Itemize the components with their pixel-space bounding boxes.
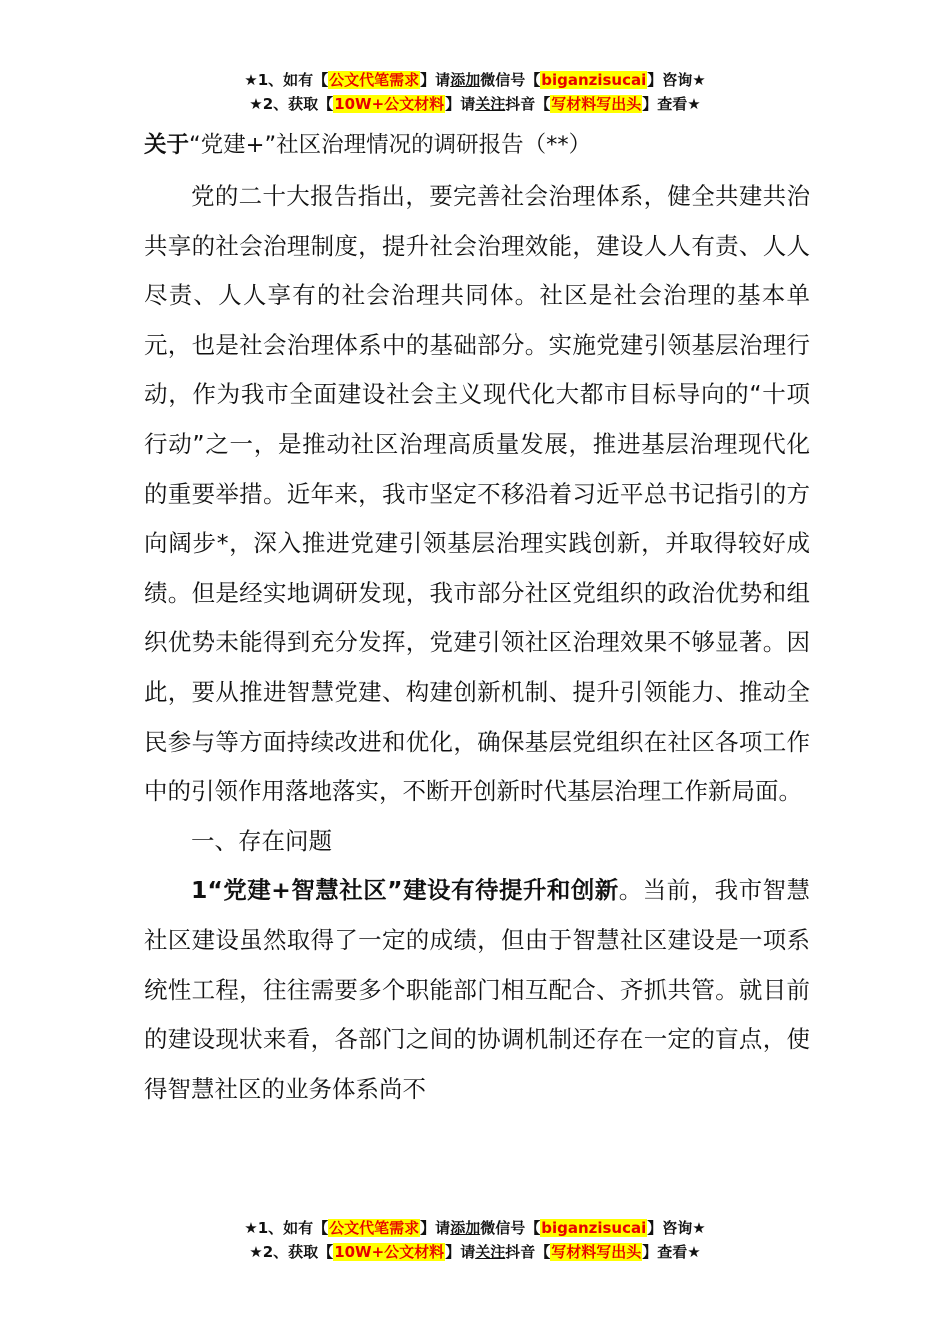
promo-text: 】查看★ [642, 1243, 701, 1261]
promo-text: 】请 [420, 1219, 451, 1237]
promo-text: 】咨询★ [647, 1219, 706, 1237]
promo-highlight: 公文代笔需求 [329, 71, 420, 89]
promo-highlight: 写材料写出头 [551, 95, 642, 113]
intro-paragraph: 党的二十大报告指出，要完善社会治理体系，健全共建共治共享的社会治理制度，提升社会治理效能，建设人人有责、人人尽责、人人享有的社会治理共同体。社区是社会治理的基本单元，也是社会治理体系中的基础部分。实施党建引领基层治理行动，作为我市全面建设社会主义现代化大都市目标导向的“十项行动”之一，是推动社区治理高质量发展，推进基层治理现代化的重要举措。近年来，我市坚定不移沿着习近平总书记指引的方向阔步*，深入推进党建引领基层治理实践创新，并取得较好成绩。但是经实地调研发现，我市部分社区党组织的政治优势和组织优势未能得到充分发挥，党建引领社区治理效果不够显著。因此，要从推进智慧党建、构建创新机制、提升引领能力、推动全民参与等方面持续改进和优化，确保基层党组织在社区各项工作中的引领作用落地落实，不断开创新时代基层治理工作新局面。 [144, 182, 810, 806]
promo-underlined-text: 添加 [450, 71, 481, 89]
promo-text: 】请 [445, 95, 476, 113]
promo-highlight: biganzisucai [541, 1219, 647, 1237]
promo-highlight: biganzisucai [541, 71, 647, 89]
promo-line-1 [0, 1216, 950, 1240]
promo-text: ★1、如有【 [244, 71, 329, 89]
promo-text: ★2、获取【 [249, 1243, 334, 1261]
document-title [144, 126, 810, 164]
promo-highlight: 公文代笔需求 [329, 1219, 420, 1237]
promo-text: 抖音【 [505, 95, 551, 113]
promo-text: 】查看★ [642, 95, 701, 113]
promo-highlight: 写材料写出头 [551, 1243, 642, 1261]
item-bold-lead: 1“党建+智慧社区”建设有待提升和创新 [191, 876, 619, 905]
promo-text: 】咨询★ [647, 71, 706, 89]
promo-text: 】请 [420, 71, 451, 89]
item-paragraph [144, 866, 810, 1114]
promo-text: ★1、如有【 [244, 1219, 329, 1237]
section-heading: 一、存在问题 [191, 826, 332, 855]
promo-text: 微信号【 [480, 1219, 541, 1237]
promo-line-2 [0, 92, 950, 116]
promo-text: 微信号【 [480, 71, 541, 89]
document-body [144, 126, 810, 1114]
promo-line-2 [0, 1240, 950, 1264]
promo-underlined-text: 关注 [475, 95, 506, 113]
promo-underlined-text: 添加 [450, 1219, 481, 1237]
title-text: “党建+”社区治理情况的调研报告（**） [189, 132, 592, 158]
item-text: 。当前，我市智慧社区建设虽然取得了一定的成绩，但由于智慧社区建设是一项系统性工程，往往需要多个职能部门相互配合、齐抓共管。就目前的建设现状来看，各部门之间的协调机制还存在一定的盲点，使得智慧社区的业务体系尚不 [144, 876, 811, 1103]
promo-underlined-text: 关注 [475, 1243, 506, 1261]
bottom-promo-banner [0, 1216, 950, 1264]
title-bold-prefix: 关于 [144, 132, 190, 158]
promo-text: 】请 [445, 1243, 476, 1261]
promo-line-1 [0, 68, 950, 92]
promo-text: ★2、获取【 [249, 95, 334, 113]
promo-highlight: 10W+公文材料 [334, 1243, 445, 1261]
promo-text: 抖音【 [505, 1243, 551, 1261]
promo-highlight: 10W+公文材料 [334, 95, 445, 113]
top-promo-banner [0, 68, 950, 116]
